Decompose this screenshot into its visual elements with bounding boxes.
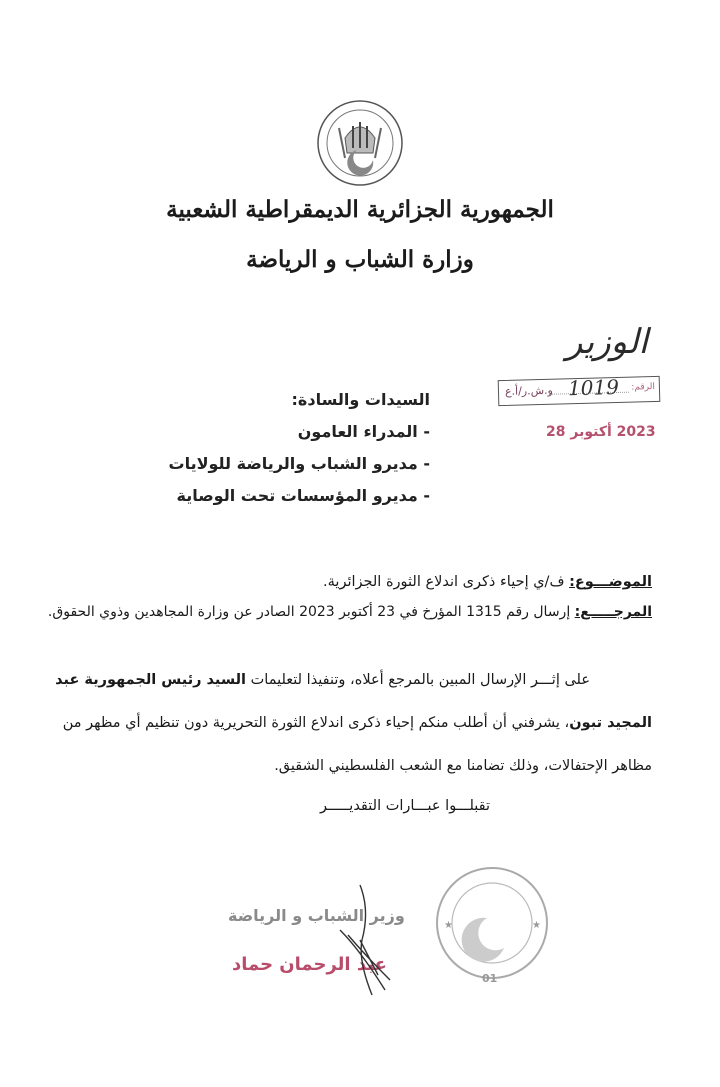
date-stamp: 2023 أكتوبر 28 <box>546 424 656 440</box>
ministry-header: وزارة الشباب و الرياضة <box>246 246 474 273</box>
handwritten-code: و.ش.ر/أ.ع <box>504 383 554 398</box>
president-name: السيد رئيس الجمهورية عبد <box>55 672 247 688</box>
signatory-title: وزير الشباب و الرياضة <box>228 906 405 925</box>
reference-label: الرقم: <box>631 382 656 393</box>
svg-text:★: ★ <box>444 920 453 931</box>
reference-line <box>48 604 652 620</box>
subject-text: ف/ي إحياء ذكرى اندلاع الثورة الجزائرية. <box>323 574 565 590</box>
national-emblem-icon <box>315 98 405 188</box>
president-name-cont: المجيد تبون <box>569 715 652 731</box>
recipient-item: - المدراء العامون <box>297 422 430 441</box>
handwritten-signature <box>330 880 400 1000</box>
ministry-round-stamp <box>432 858 552 988</box>
recipient-item: - مديرو الشباب والرياضة للولايات <box>168 454 430 473</box>
body-text: على إثـــر الإرسال المبين بالمرجع أعلاه، وتنفيذا لتعليمات <box>246 672 590 688</box>
subject-line <box>323 574 652 590</box>
body-paragraph-line-1 <box>0 672 590 688</box>
svg-text:★: ★ <box>532 920 541 931</box>
recipient-item: - مديرو المؤسسات تحت الوصاية <box>176 486 430 505</box>
salutation: السيدات والسادة: <box>291 390 430 409</box>
reference-label: المرجـــــع: <box>574 604 652 620</box>
subject-label: الموضـــوع: <box>569 574 652 590</box>
signatory-name: عبد الرحمان حماد <box>232 954 387 975</box>
body-paragraph-line-3: مظاهر الإحتفالات، وذلك تضامنا مع الشعب الفلسطيني الشقيق. <box>274 758 652 774</box>
body-text: ، يشرفني أن أطلب منكم إحياء ذكرى اندلاع الثورة التحريرية دون تنظيم أي مظهر من <box>62 715 570 731</box>
closing-phrase: تقبلـــوا عبـــارات التقديـــــر <box>320 798 490 814</box>
republic-header: الجمهورية الجزائرية الديمقراطية الشعبية <box>166 196 554 223</box>
recipients-block <box>168 390 430 518</box>
handwritten-minister-title: الوزير <box>565 322 648 362</box>
reference-text: إرسال رقم 1315 المؤرخ في 23 أكتوبر 2023 الصادر عن وزارة المجاهدين وذوي الحقوق. <box>47 604 571 620</box>
reference-number: 1019 <box>567 374 620 401</box>
reference-number-box <box>498 376 661 406</box>
body-paragraph-line-2 <box>52 715 652 731</box>
stamp-number: 01 <box>482 972 498 985</box>
